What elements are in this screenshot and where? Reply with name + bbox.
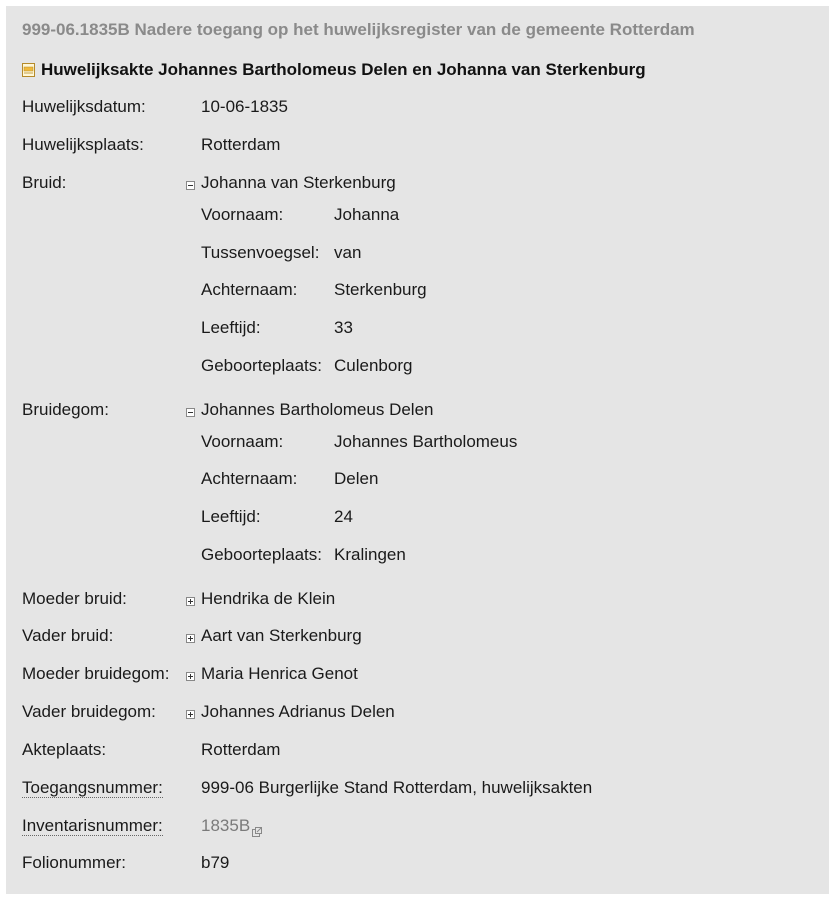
bruidegom-voornaam-label: Voornaam: (201, 432, 284, 451)
toegangsnummer-value: 999-06 Burgerlijke Stand Rotterdam, huwelijksakten (201, 778, 593, 797)
folionummer-value: b79 (201, 853, 230, 872)
external-link-icon[interactable] (252, 822, 262, 832)
huwelijksdatum-value: 10-06-1835 (201, 97, 288, 116)
bruidegom-label: Bruidegom: (22, 400, 109, 419)
bruid-achternaam-label: Achternaam: (201, 280, 298, 299)
moeder-bruid-value[interactable]: Hendrika de Klein (201, 589, 336, 608)
inventarisnummer-label[interactable]: Inventarisnummer: (22, 816, 163, 835)
moeder-bruidegom-expand-icon[interactable] (186, 672, 195, 681)
bruid-tussenvoegsel-value: van (334, 243, 362, 262)
huwelijksplaats-value: Rotterdam (201, 135, 281, 154)
akteplaats-label: Akteplaats: (22, 740, 107, 759)
record-title (22, 60, 646, 80)
vader-bruid-value[interactable]: Aart van Sterkenburg (201, 626, 362, 645)
bruidegom-achternaam-value: Delen (334, 469, 379, 488)
record-panel (6, 6, 829, 894)
bruid-geboorteplaats-value: Culenborg (334, 356, 413, 375)
vader-bruid-expand-icon[interactable] (186, 634, 195, 643)
moeder-bruidegom-label: Moeder bruidegom: (22, 664, 170, 683)
vader-bruid-label: Vader bruid: (22, 626, 114, 645)
bruidegom-collapse-icon[interactable] (186, 408, 195, 417)
document-icon (22, 63, 35, 77)
bruid-leeftijd-value: 33 (334, 318, 353, 337)
vader-bruidegom-label: Vader bruidegom: (22, 702, 156, 721)
bruid-collapse-icon[interactable] (186, 181, 195, 190)
record-title-text: Huwelijksakte Johannes Bartholomeus Delen en Johanna van Sterkenburg (41, 60, 646, 79)
toegangsnummer-label[interactable]: Toegangsnummer: (22, 778, 163, 797)
bruidegom-voornaam-value: Johannes Bartholomeus (334, 432, 518, 451)
bruidegom-leeftijd-value: 24 (334, 507, 353, 526)
bruid-voornaam-value: Johanna (334, 205, 400, 224)
collection-subtitle: 999-06.1835B Nadere toegang op het huwelijksregister van de gemeente Rotterdam (22, 20, 695, 39)
moeder-bruid-expand-icon[interactable] (186, 597, 195, 606)
vader-bruidegom-value[interactable]: Johannes Adrianus Delen (201, 702, 395, 721)
bruidegom-value[interactable]: Johannes Bartholomeus Delen (201, 400, 434, 419)
inventarisnummer-link[interactable] (201, 816, 262, 836)
bruid-geboorteplaats-label: Geboorteplaats: (201, 356, 322, 375)
bruid-label: Bruid: (22, 173, 67, 192)
vader-bruidegom-expand-icon[interactable] (186, 710, 195, 719)
bruid-leeftijd-label: Leeftijd: (201, 318, 261, 337)
bruidegom-geboorteplaats-value: Kralingen (334, 545, 406, 564)
folionummer-label: Folionummer: (22, 853, 126, 872)
huwelijksplaats-label: Huwelijksplaats: (22, 135, 144, 154)
moeder-bruidegom-value[interactable]: Maria Henrica Genot (201, 664, 358, 683)
bruid-achternaam-value: Sterkenburg (334, 280, 427, 299)
akteplaats-value: Rotterdam (201, 740, 281, 759)
moeder-bruid-label: Moeder bruid: (22, 589, 127, 608)
inventarisnummer-value[interactable]: 1835B (201, 816, 251, 835)
bruidegom-leeftijd-label: Leeftijd: (201, 507, 261, 526)
bruid-voornaam-label: Voornaam: (201, 205, 284, 224)
bruidegom-geboorteplaats-label: Geboorteplaats: (201, 545, 322, 564)
bruid-value[interactable]: Johanna van Sterkenburg (201, 173, 396, 192)
huwelijksdatum-label: Huwelijksdatum: (22, 97, 146, 116)
bruidegom-achternaam-label: Achternaam: (201, 469, 298, 488)
bruid-tussenvoegsel-label: Tussenvoegsel: (201, 243, 320, 262)
